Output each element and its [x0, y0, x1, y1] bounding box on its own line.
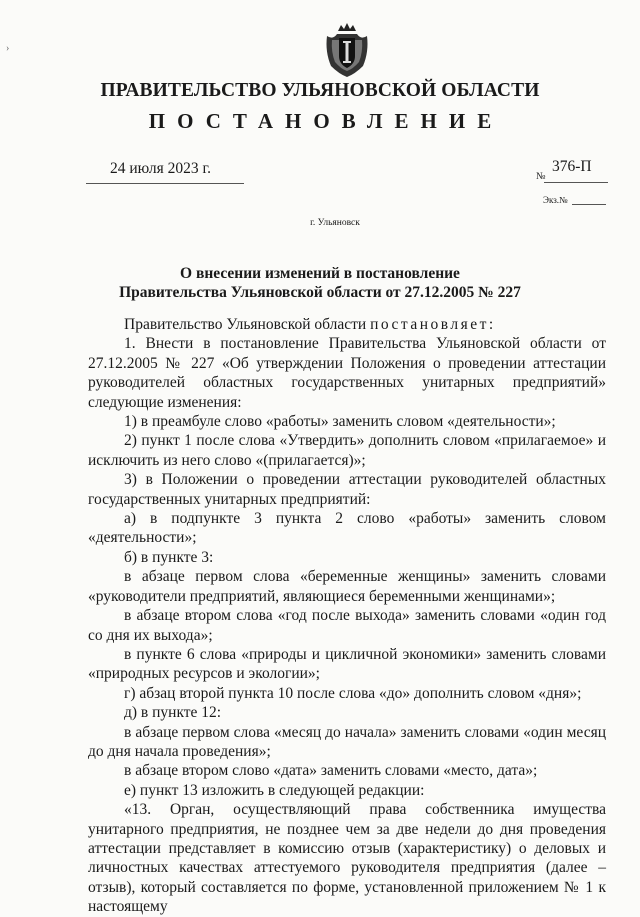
paragraph: в абзаце втором слово «дата» заменить словами «место, дата»; — [124, 762, 538, 780]
government-title: ПРАВИТЕЛЬСТВО УЛЬЯНОВСКОЙ ОБЛАСТИ — [100, 80, 540, 101]
heading-line-1: О внесении изменений в постановление — [180, 265, 460, 282]
paragraph: 3) в Положении о проведении аттестации руководителей областных государственных унитарных предприятий: — [88, 471, 606, 508]
number-underline — [544, 182, 608, 183]
document-heading — [0, 264, 640, 302]
coat-of-arms-icon — [323, 22, 371, 78]
paragraph: д) в пункте 12: — [124, 704, 222, 722]
paragraph: 1) в преамбуле слово «работы» заменить словом «деятельности»; — [124, 413, 556, 431]
document-date: 24 июля 2023 г. — [110, 160, 211, 177]
date-underline — [86, 183, 244, 184]
paragraph: е) пункт 13 изложить в следующей редакции: — [124, 781, 425, 799]
document-body — [88, 315, 606, 917]
intro-paragraph — [88, 315, 606, 334]
paragraph: 1. Внести в постановление Правительства Ульяновской области от 27.12.2005 № 227 «Об утверждении Положения о проведении аттестации руководителей областных государственных унитарных предприятий» следующие изменения: — [88, 335, 606, 411]
document-number: 376-П — [552, 158, 592, 175]
paragraph: б) в пункте 3: — [124, 548, 214, 566]
city: г. Ульяновск — [310, 218, 360, 228]
heading-line-2: Правительства Ульяновской области от 27.12.2005 № 227 — [119, 284, 521, 301]
paragraph: в абзаце первом слова «месяц до начала» заменить словами «один месяц до дня начала проведения»; — [88, 723, 606, 760]
paragraph: г) абзац второй пункта 10 после слова «до» дополнить словом «дня»; — [124, 684, 582, 702]
intro-text: Правительство Ульяновской области — [124, 316, 371, 333]
paragraph: а) в подпункте 3 пункта 2 слово «работы» заменить словом «деятельности»; — [88, 510, 606, 547]
paragraph: в пункте 6 слова «природы и цикличной экономики» заменить словами «природных ресурсов и экологии»; — [88, 645, 606, 683]
document-type: ПОСТАНОВЛЕНИЕ — [148, 109, 504, 133]
copy-number-label: Экз.№ — [543, 195, 568, 205]
paragraph: в абзаце первом слова «беременные женщины» заменить словами «руководители предприятий, являющиеся беременными женщинами»; — [88, 568, 606, 605]
copy-number-underline — [572, 204, 606, 205]
intro-spaced-word: постановляет: — [370, 316, 496, 333]
scan-mark: › — [6, 43, 10, 54]
paragraph: «13. Орган, осуществляющий права собственника имущества унитарного предприятия, не позднее чем за две недели до дня проведения аттестации представляет в комиссию отзыв (характеристику) о деловых и личностных качествах аттестуемого руководителя предприятия (далее – отзыв), который составляется по форме, установленной приложением № 1 к настоящему — [88, 801, 606, 916]
paragraph: 2) пункт 1 после слова «Утвердить» дополнить словом «прилагаемое» и исключить из него слово «(прилагается)»; — [88, 432, 606, 469]
paragraph: в абзаце втором слова «год после выхода» заменить словами «один год со дня их выхода»; — [88, 607, 606, 644]
number-label: № — [536, 171, 546, 182]
